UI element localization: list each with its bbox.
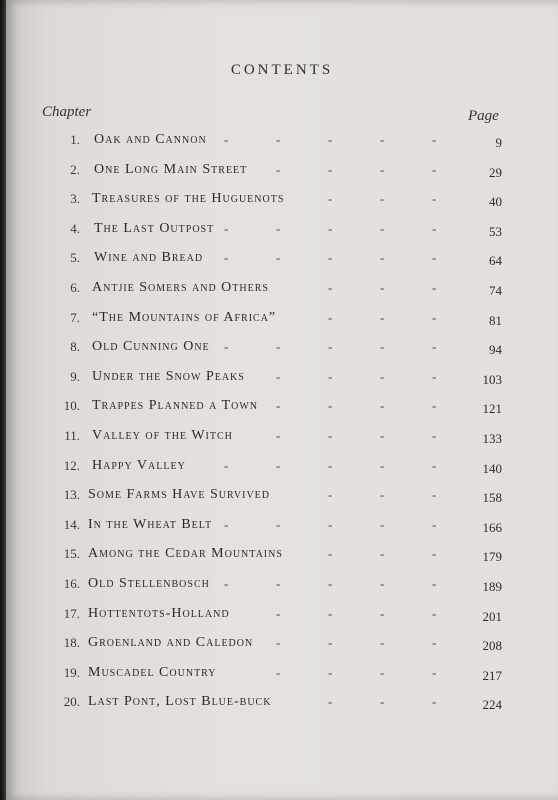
contents-entry	[6, 511, 558, 541]
chapter-title: Trappes Planned a Town	[92, 398, 259, 414]
page-number: 74	[489, 282, 502, 298]
contents-entry	[6, 629, 558, 659]
leader-dash: -	[380, 487, 385, 503]
chapter-title: Last Pont, Lost Blue-buck	[88, 694, 272, 710]
chapter-number: 14.	[63, 516, 80, 532]
leader-dash: -	[432, 220, 437, 236]
page-number: 217	[482, 667, 502, 683]
chapter-number: 7.	[70, 309, 80, 325]
leader-dash: -	[276, 368, 281, 384]
leader-dash: -	[328, 575, 333, 591]
chapter-number: 18.	[63, 635, 80, 651]
leader-dash: -	[276, 250, 281, 266]
page-number: 166	[482, 519, 502, 535]
leader-dash: -	[380, 368, 385, 384]
leader-dash: -	[380, 427, 385, 443]
leader-dash: -	[276, 398, 281, 414]
leader-dash: -	[380, 191, 385, 207]
leader-dash: -	[380, 339, 385, 355]
leader-dash: -	[328, 635, 333, 651]
leader-dash: -	[224, 575, 229, 591]
page-number: 64	[489, 253, 502, 269]
page-number: 40	[489, 194, 502, 210]
chapter-title: Happy Valley	[92, 457, 186, 473]
book-page	[6, 0, 558, 800]
leader-dash: -	[328, 161, 333, 177]
leader-dash: -	[380, 161, 385, 177]
leader-dash: -	[432, 605, 437, 621]
leader-dash: -	[432, 487, 437, 503]
leader-dash: -	[328, 132, 333, 147]
contents-entry	[6, 244, 558, 274]
chapter-title: Among the Cedar Mountains	[88, 546, 283, 562]
chapter-number: 3.	[70, 191, 80, 207]
leader-dash: -	[380, 605, 385, 621]
contents-entry	[6, 156, 558, 186]
contents-entry	[6, 540, 558, 570]
page-number: 94	[489, 342, 502, 358]
leader-dash: -	[380, 635, 385, 651]
leader-dash: -	[328, 398, 333, 414]
leader-dash: -	[328, 309, 333, 325]
chapter-column-header: Chapter	[42, 104, 92, 120]
contents-entry	[6, 422, 558, 452]
leader-dash: -	[380, 250, 385, 266]
leader-dash: -	[380, 398, 385, 414]
contents-entry	[6, 215, 558, 245]
leader-dash: -	[328, 694, 333, 710]
chapter-title: The Last Outpost	[94, 220, 215, 236]
leader-dash: -	[432, 427, 437, 443]
leader-dash: -	[380, 575, 385, 591]
leader-dash: -	[328, 368, 333, 384]
leader-dash: -	[380, 516, 385, 532]
contents-entry	[6, 392, 558, 422]
leader-dash: -	[432, 309, 437, 325]
leader-dash: -	[432, 279, 437, 295]
chapter-number: 4.	[70, 220, 80, 236]
page-title: CONTENTS	[230, 62, 334, 78]
leader-dash: -	[276, 427, 281, 443]
leader-dash: -	[224, 457, 229, 473]
page-number: 224	[482, 697, 502, 713]
leader-dash: -	[432, 664, 437, 680]
leader-dash: -	[328, 605, 333, 621]
leader-dash: -	[328, 664, 333, 680]
page-number: 29	[489, 164, 502, 180]
leader-dash: -	[432, 694, 437, 710]
chapter-number: 5.	[70, 250, 80, 266]
leader-dash: -	[224, 220, 229, 236]
leader-dash: -	[432, 132, 437, 147]
leader-dash: -	[276, 339, 281, 355]
leader-dash: -	[432, 398, 437, 414]
contents-list	[6, 126, 558, 718]
leader-dash: -	[432, 368, 437, 384]
contents-entry	[6, 452, 558, 482]
leader-dash: -	[276, 161, 281, 177]
leader-dash: -	[328, 191, 333, 207]
leader-dash: -	[328, 457, 333, 473]
chapter-title: Old Cunning One	[92, 339, 210, 355]
chapter-title: Old Stellenbosch	[88, 575, 210, 591]
chapter-number: 9.	[70, 368, 80, 384]
page-number: 53	[489, 223, 502, 239]
page-number: 133	[482, 430, 502, 446]
chapter-number: 1.	[70, 132, 80, 147]
page-column-header: Page	[468, 108, 499, 124]
chapter-number: 6.	[70, 279, 80, 295]
chapter-number: 2.	[70, 161, 80, 177]
chapter-number: 12.	[63, 457, 80, 473]
leader-dash: -	[224, 339, 229, 355]
chapter-title: Treasures of the Huguenots	[92, 191, 285, 207]
page-number: 179	[482, 549, 502, 565]
chapter-title: Hottentots-Holland	[88, 605, 230, 621]
leader-dash: -	[380, 220, 385, 236]
leader-dash: -	[380, 309, 385, 325]
leader-dash: -	[380, 694, 385, 710]
chapter-title: Wine and Bread	[94, 250, 204, 266]
contents-entry	[6, 688, 558, 718]
leader-dash: -	[432, 516, 437, 532]
chapter-number: 10.	[63, 398, 80, 414]
leader-dash: -	[328, 516, 333, 532]
leader-dash: -	[432, 191, 437, 207]
page-number: 208	[482, 638, 502, 654]
contents-entry	[6, 363, 558, 393]
leader-dash: -	[432, 161, 437, 177]
leader-dash: -	[380, 457, 385, 473]
chapter-title: Muscadel Country	[88, 664, 217, 680]
chapter-number: 8.	[70, 339, 80, 355]
contents-entry	[6, 481, 558, 511]
leader-dash: -	[328, 427, 333, 443]
contents-entry	[6, 185, 558, 215]
leader-dash: -	[328, 546, 333, 562]
contents-entry	[6, 274, 558, 304]
leader-dash: -	[276, 132, 281, 147]
page-number: 121	[482, 401, 502, 417]
chapter-title: “The Mountains of Africa”	[92, 309, 277, 325]
chapter-number: 13.	[63, 487, 80, 503]
leader-dash: -	[328, 487, 333, 503]
chapter-number: 19.	[63, 664, 80, 680]
leader-dash: -	[328, 279, 333, 295]
page-number: 201	[482, 608, 502, 624]
leader-dash: -	[432, 635, 437, 651]
leader-dash: -	[276, 575, 281, 591]
chapter-title: Some Farms Have Survived	[88, 487, 270, 503]
leader-dash: -	[276, 457, 281, 473]
leader-dash: -	[328, 220, 333, 236]
leader-dash: -	[224, 132, 229, 147]
contents-entry	[6, 304, 558, 334]
chapter-number: 16.	[63, 575, 80, 591]
page-number: 158	[482, 490, 502, 506]
leader-dash: -	[432, 250, 437, 266]
chapter-title: In the Wheat Belt	[88, 516, 213, 532]
page-number: 9	[495, 135, 502, 150]
leader-dash: -	[276, 664, 281, 680]
contents-entry	[6, 600, 558, 630]
leader-dash: -	[380, 132, 385, 147]
contents-entry	[6, 570, 558, 600]
leader-dash: -	[380, 664, 385, 680]
leader-dash: -	[432, 575, 437, 591]
leader-dash: -	[432, 546, 437, 562]
leader-dash: -	[328, 339, 333, 355]
leader-dash: -	[276, 635, 281, 651]
leader-dash: -	[328, 250, 333, 266]
page-number: 189	[482, 578, 502, 594]
leader-dash: -	[224, 516, 229, 532]
leader-dash: -	[380, 546, 385, 562]
chapter-number: 11.	[64, 427, 80, 443]
chapter-title: Antjie Somers and Others	[92, 279, 269, 295]
leader-dash: -	[276, 605, 281, 621]
leader-dash: -	[276, 516, 281, 532]
chapter-title: Valley of the Witch	[92, 427, 233, 443]
leader-dash: -	[276, 220, 281, 236]
chapter-number: 20.	[63, 694, 80, 710]
chapter-title: Groenland and Caledon	[88, 635, 254, 651]
chapter-title: One Long Main Street	[94, 161, 248, 177]
leader-dash: -	[224, 250, 229, 266]
chapter-number: 15.	[63, 546, 80, 562]
page-number: 81	[489, 312, 502, 328]
chapter-title: Oak and Cannon	[94, 132, 207, 147]
leader-dash: -	[432, 457, 437, 473]
contents-entry	[6, 126, 558, 156]
contents-entry	[6, 659, 558, 689]
page-number: 140	[482, 460, 502, 476]
leader-dash: -	[380, 279, 385, 295]
chapter-number: 17.	[63, 605, 80, 621]
page-number: 103	[482, 371, 502, 387]
leader-dash: -	[432, 339, 437, 355]
contents-entry	[6, 333, 558, 363]
chapter-title: Under the Snow Peaks	[92, 368, 245, 384]
